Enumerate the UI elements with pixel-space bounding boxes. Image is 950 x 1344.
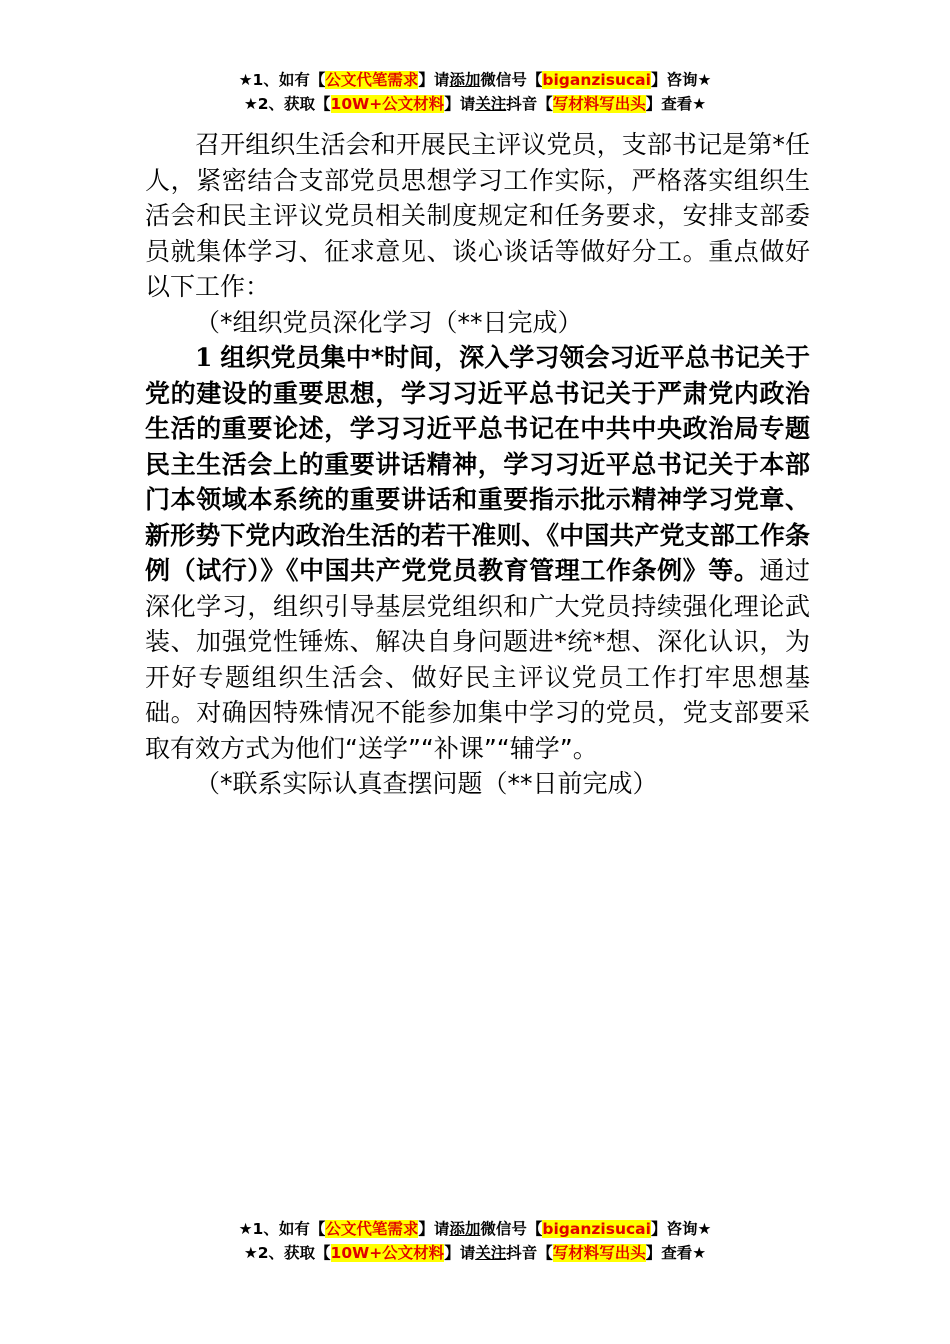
item-number: 1: [195, 343, 213, 372]
ad-underline: 关注: [475, 1244, 507, 1262]
ad-text: 】咨询: [650, 71, 698, 89]
ad-underline: 关注: [475, 95, 507, 113]
header-ad-line-2: [0, 92, 950, 116]
star-icon: ★: [692, 95, 707, 113]
ad-highlight: 公文代笔需求: [325, 1220, 419, 1238]
ad-text: 】查看: [645, 95, 693, 113]
paragraph-bold-lead: 组织党员集中*时间，深入学习领会习近平总书记关于党的建设的重要思想，学习习近平总书记关于严肃党内政治生活的重要论述，学习习近平总书记在中共中央政治局专题民主生活会上的重要讲话精神，学习习近平总书记关于本部门本领域本系统的重要讲话和重要指示批示精神学习党章、新形势下党内政治生活的若干准则、《中国共产党支部工作条例（试行）》《中国共产党党员教育管理工作条例》等。: [145, 343, 810, 585]
star-icon: ★: [697, 71, 712, 89]
ad-underline: 添加: [449, 1220, 481, 1238]
footer-ad: [0, 1217, 950, 1265]
ad-highlight: 公文代笔需求: [325, 71, 419, 89]
ad-text: 微信号【: [480, 71, 543, 89]
star-icon: ★: [692, 1244, 707, 1262]
paragraph-intro: 召开组织生活会和开展民主评议党员，支部书记是第*任人，紧密结合支部党员思想学习工作实际，严格落实组织生活会和民主评议党员相关制度规定和任务要求，安排支部委员就集体学习、征求意见、谈心谈话等做好分工。重点做好以下工作：: [145, 130, 810, 301]
section-heading-1: （*组织党员深化学习（**日完成）: [195, 307, 583, 337]
star-icon: ★: [238, 71, 253, 89]
ad-text: 】请: [444, 1244, 476, 1262]
wechat-id: biganzisucai: [542, 1220, 651, 1238]
footer-ad-line-2: [0, 1241, 950, 1265]
douyin-id: 写材料写出头: [552, 95, 646, 113]
ad-text: 2、获取【: [257, 1244, 331, 1262]
star-icon: ★: [243, 1244, 258, 1262]
ad-text: 微信号【: [480, 1220, 543, 1238]
ad-underline: 添加: [449, 71, 481, 89]
wechat-id: biganzisucai: [542, 71, 651, 89]
ad-text: 1、如有【: [252, 1220, 326, 1238]
douyin-id: 写材料写出头: [552, 1244, 646, 1262]
ad-text: 】请: [418, 71, 450, 89]
star-icon: ★: [243, 95, 258, 113]
section-heading-2: （*联系实际认真查摆问题（**日前完成）: [195, 769, 658, 798]
star-icon: ★: [697, 1220, 712, 1238]
paragraph-study: [145, 340, 810, 766]
ad-text: 】请: [418, 1220, 450, 1238]
ad-text: 抖音【: [506, 1244, 553, 1262]
ad-text: 2、获取【: [257, 95, 331, 113]
star-icon: ★: [238, 1220, 253, 1238]
ad-text: 】查看: [645, 1244, 693, 1262]
ad-text: 】请: [444, 95, 476, 113]
header-ad: [0, 68, 950, 116]
ad-text: 抖音【: [506, 95, 553, 113]
footer-ad-line-1: [0, 1217, 950, 1241]
ad-highlight: 10W+公文材料: [330, 95, 445, 113]
paragraph-rest: 通过深化学习，组织引导基层党组织和广大党员持续强化理论武装、加强党性锤炼、解决自身问题进*统*想、深化认识，为开好专题组织生活会、做好民主评议党员工作打牢思想基础。对确因特殊情况不能参加集中学习的党员，党支部要采取有效方式为他们“送学”“补课”“辅学”。: [145, 556, 810, 763]
ad-text: 】咨询: [650, 1220, 698, 1238]
ad-highlight: 10W+公文材料: [330, 1244, 445, 1262]
ad-text: 1、如有【: [252, 71, 326, 89]
header-ad-line-1: [0, 68, 950, 92]
document-body: [145, 127, 810, 802]
